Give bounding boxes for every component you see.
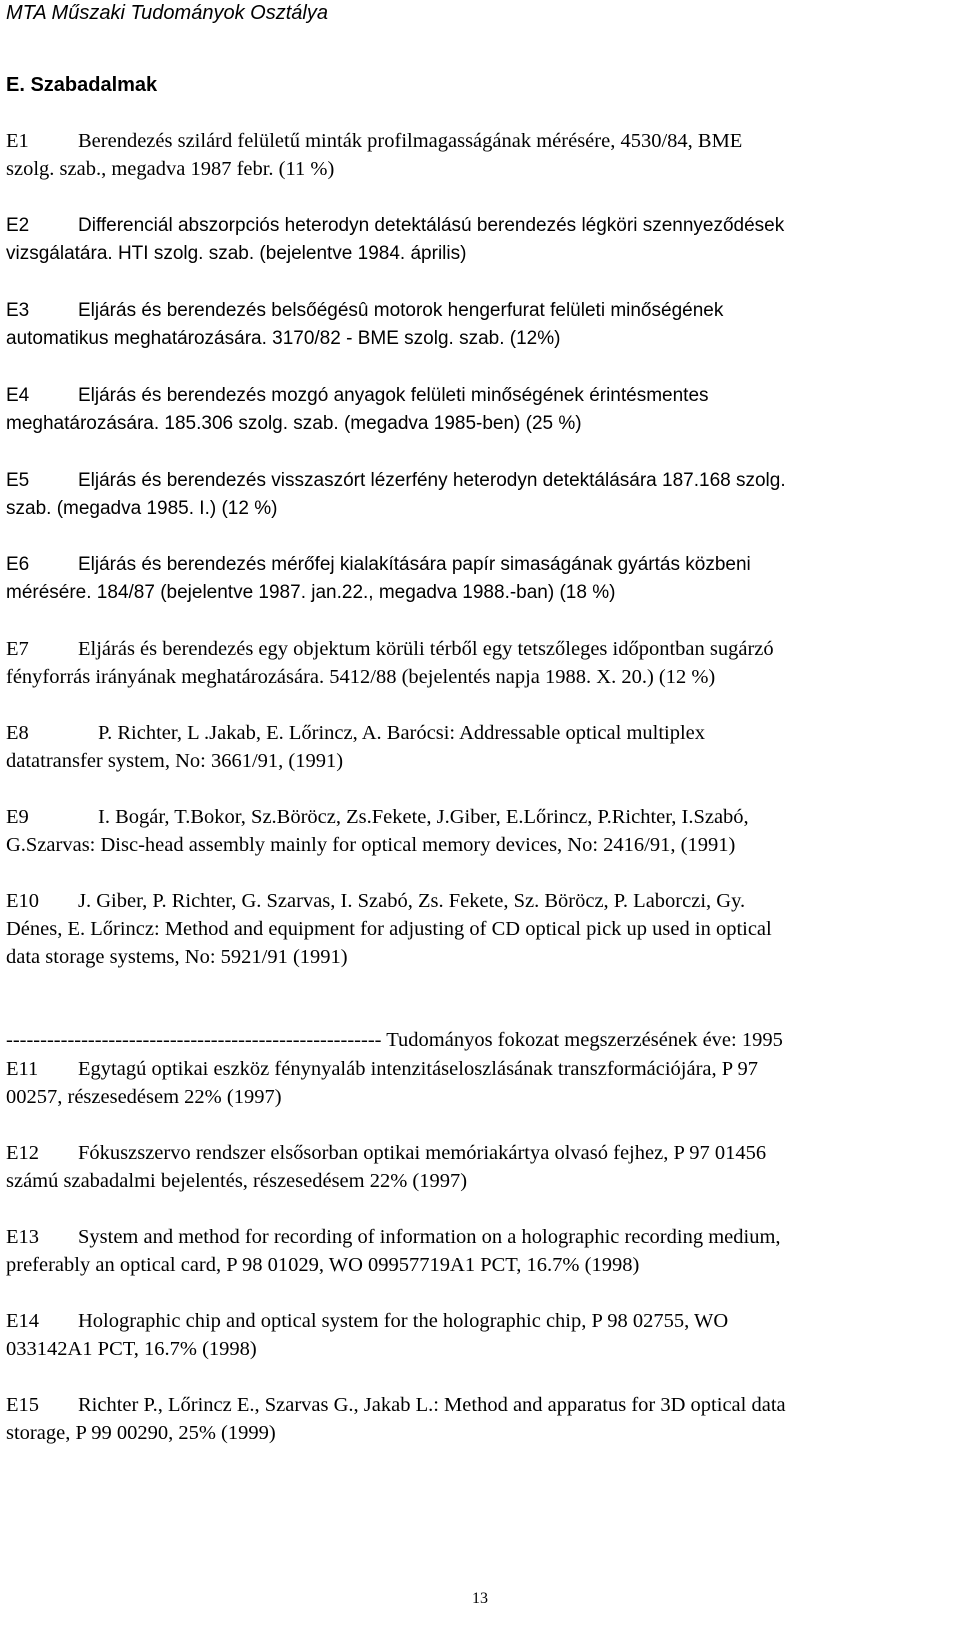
entry-text-line1: Differenciál abszorpciós heterodyn detektálású berendezés légköri szennyeződések (78, 215, 785, 236)
entry-text-line1: Berendezés szilárd felületű minták profilmagasságának mérésére, 4530/84, BME (78, 130, 743, 152)
entry-label: E15 (6, 1394, 40, 1416)
entry-text-line2: preferably an optical card, P 98 01029, WO 09957719A1 PCT, 16.7% (1998) (6, 1254, 640, 1276)
entry-label: E1 (6, 130, 29, 152)
separator-text: Tudományos fokozat megszerzésének éve: 1995 (386, 1029, 783, 1051)
entry-text-line1: Richter P., Lőrincz E., Szarvas G., Jakab L.: Method and apparatus for 3D optical data (78, 1394, 786, 1416)
entry-text-line2: szab. (megadva 1985. I.) (12 %) (6, 498, 278, 519)
entry-text-line1: Eljárás és berendezés egy objektum körüli térből egy tetszőleges időpontban sugárzó (78, 638, 774, 660)
entry-text-line1: Eljárás és berendezés belsőégésû motorok hengerfurat felületi minőségének (78, 300, 724, 321)
entry-text-line1: J. Giber, P. Richter, G. Szarvas, I. Szabó, Zs. Fekete, Sz. Böröcz, P. Laborczi, Gy. (78, 890, 746, 912)
entry-label: E9 (6, 806, 29, 828)
entry-text-line2: automatikus meghatározására. 3170/82 - BME szolg. szab. (12%) (6, 328, 561, 349)
entry-text-line2: meghatározására. 185.306 szolg. szab. (megadva 1985-ben) (25 %) (6, 413, 582, 434)
entry-text-line1: Fókuszszervo rendszer elsősorban optikai memóriakártya olvasó fejhez, P 97 01456 (78, 1142, 767, 1164)
page-header: MTA Műszaki Tudományok Osztálya (6, 2, 328, 24)
entry-text-line2: Dénes, E. Lőrincz: Method and equipment for adjusting of CD optical pick up used in optical (6, 918, 772, 940)
entry-text-line1: Egytagú optikai eszköz fénynyaláb intenzitáseloszlásának transzformációjára, P 97 (78, 1058, 759, 1080)
entry-text-line1: Eljárás és berendezés mérőfej kialakítására papír simaságának gyártás közbeni (78, 554, 751, 575)
entry-text-line1: P. Richter, L .Jakab, E. Lőrincz, A. Barócsi: Addressable optical multiplex (98, 722, 706, 744)
entry-text-line3: data storage systems, No: 5921/91 (1991) (6, 946, 348, 968)
entry-label: E13 (6, 1226, 40, 1248)
patent-entry-e1 (6, 127, 936, 183)
degree-separator (6, 1026, 936, 1054)
entry-label: E3 (6, 300, 30, 321)
patent-entry-e2 (6, 212, 936, 268)
entry-text-line1: Holographic chip and optical system for the holographic chip, P 98 02755, WO (78, 1310, 729, 1332)
patent-entry-e8 (6, 719, 936, 775)
entry-text-line2: szolg. szab., megadva 1987 febr. (11 %) (6, 158, 335, 180)
patent-entry-e5 (6, 467, 936, 523)
patent-entry-e13 (6, 1223, 936, 1279)
entry-text-line2: G.Szarvas: Disc-head assembly mainly for optical memory devices, No: 2416/91, (1991) (6, 834, 736, 856)
entry-text-line2: számú szabadalmi bejelentés, részesedésem 22% (1997) (6, 1170, 468, 1192)
patent-entry-e14 (6, 1307, 936, 1363)
entry-text-line2: storage, P 99 00290, 25% (1999) (6, 1422, 276, 1444)
entry-label: E2 (6, 215, 30, 236)
patent-entry-e6 (6, 551, 936, 607)
patent-entry-e11 (6, 1055, 936, 1111)
patent-entry-e9 (6, 803, 936, 859)
entry-text-line1: System and method for recording of information on a holographic recording medium, (78, 1226, 781, 1248)
section-title: E. Szabadalmak (6, 74, 158, 96)
entry-label: E6 (6, 554, 30, 575)
entry-label: E14 (6, 1310, 40, 1332)
patent-entry-e4 (6, 382, 936, 438)
entry-text-line2: mérésére. 184/87 (bejelentve 1987. jan.22., megadva 1988.-ban) (18 %) (6, 582, 616, 603)
entry-label: E7 (6, 638, 29, 660)
entry-text-line2: vizsgálatára. HTI szolg. szab. (bejelentve 1984. április) (6, 243, 467, 264)
entry-text-line1: I. Bogár, T.Bokor, Sz.Böröcz, Zs.Fekete, J.Giber, E.Lőrincz, P.Richter, I.Szabó, (98, 806, 749, 828)
patent-entry-e15 (6, 1391, 936, 1447)
entry-text-line1: Eljárás és berendezés visszaszórt lézerfény heterodyn detektálására 187.168 szolg. (78, 470, 786, 491)
entry-label: E5 (6, 470, 30, 491)
entry-label: E12 (6, 1142, 40, 1164)
entry-text-line2: 00257, részesedésem 22% (1997) (6, 1086, 282, 1108)
patent-entry-e7 (6, 635, 936, 691)
entry-label: E11 (6, 1058, 39, 1080)
entry-text-line2: fényforrás irányának meghatározására. 5412/88 (bejelentés napja 1988. X. 20.) (12 %) (6, 666, 716, 688)
entry-label: E4 (6, 385, 30, 406)
patent-entry-e12 (6, 1139, 936, 1195)
entry-text-line1: Eljárás és berendezés mozgó anyagok felületi minőségének érintésmentes (78, 385, 709, 406)
entry-label: E10 (6, 890, 40, 912)
entry-text-line2: datatransfer system, No: 3661/91, (1991) (6, 750, 344, 772)
patent-entry-e3 (6, 297, 936, 353)
entry-text-line2: 033142A1 PCT, 16.7% (1998) (6, 1338, 257, 1360)
page-number: 13 (472, 1590, 488, 1607)
patent-entry-e10 (6, 887, 936, 971)
separator-dashes: ------------------------------------------------------- (6, 1029, 382, 1051)
entry-label: E8 (6, 722, 29, 744)
